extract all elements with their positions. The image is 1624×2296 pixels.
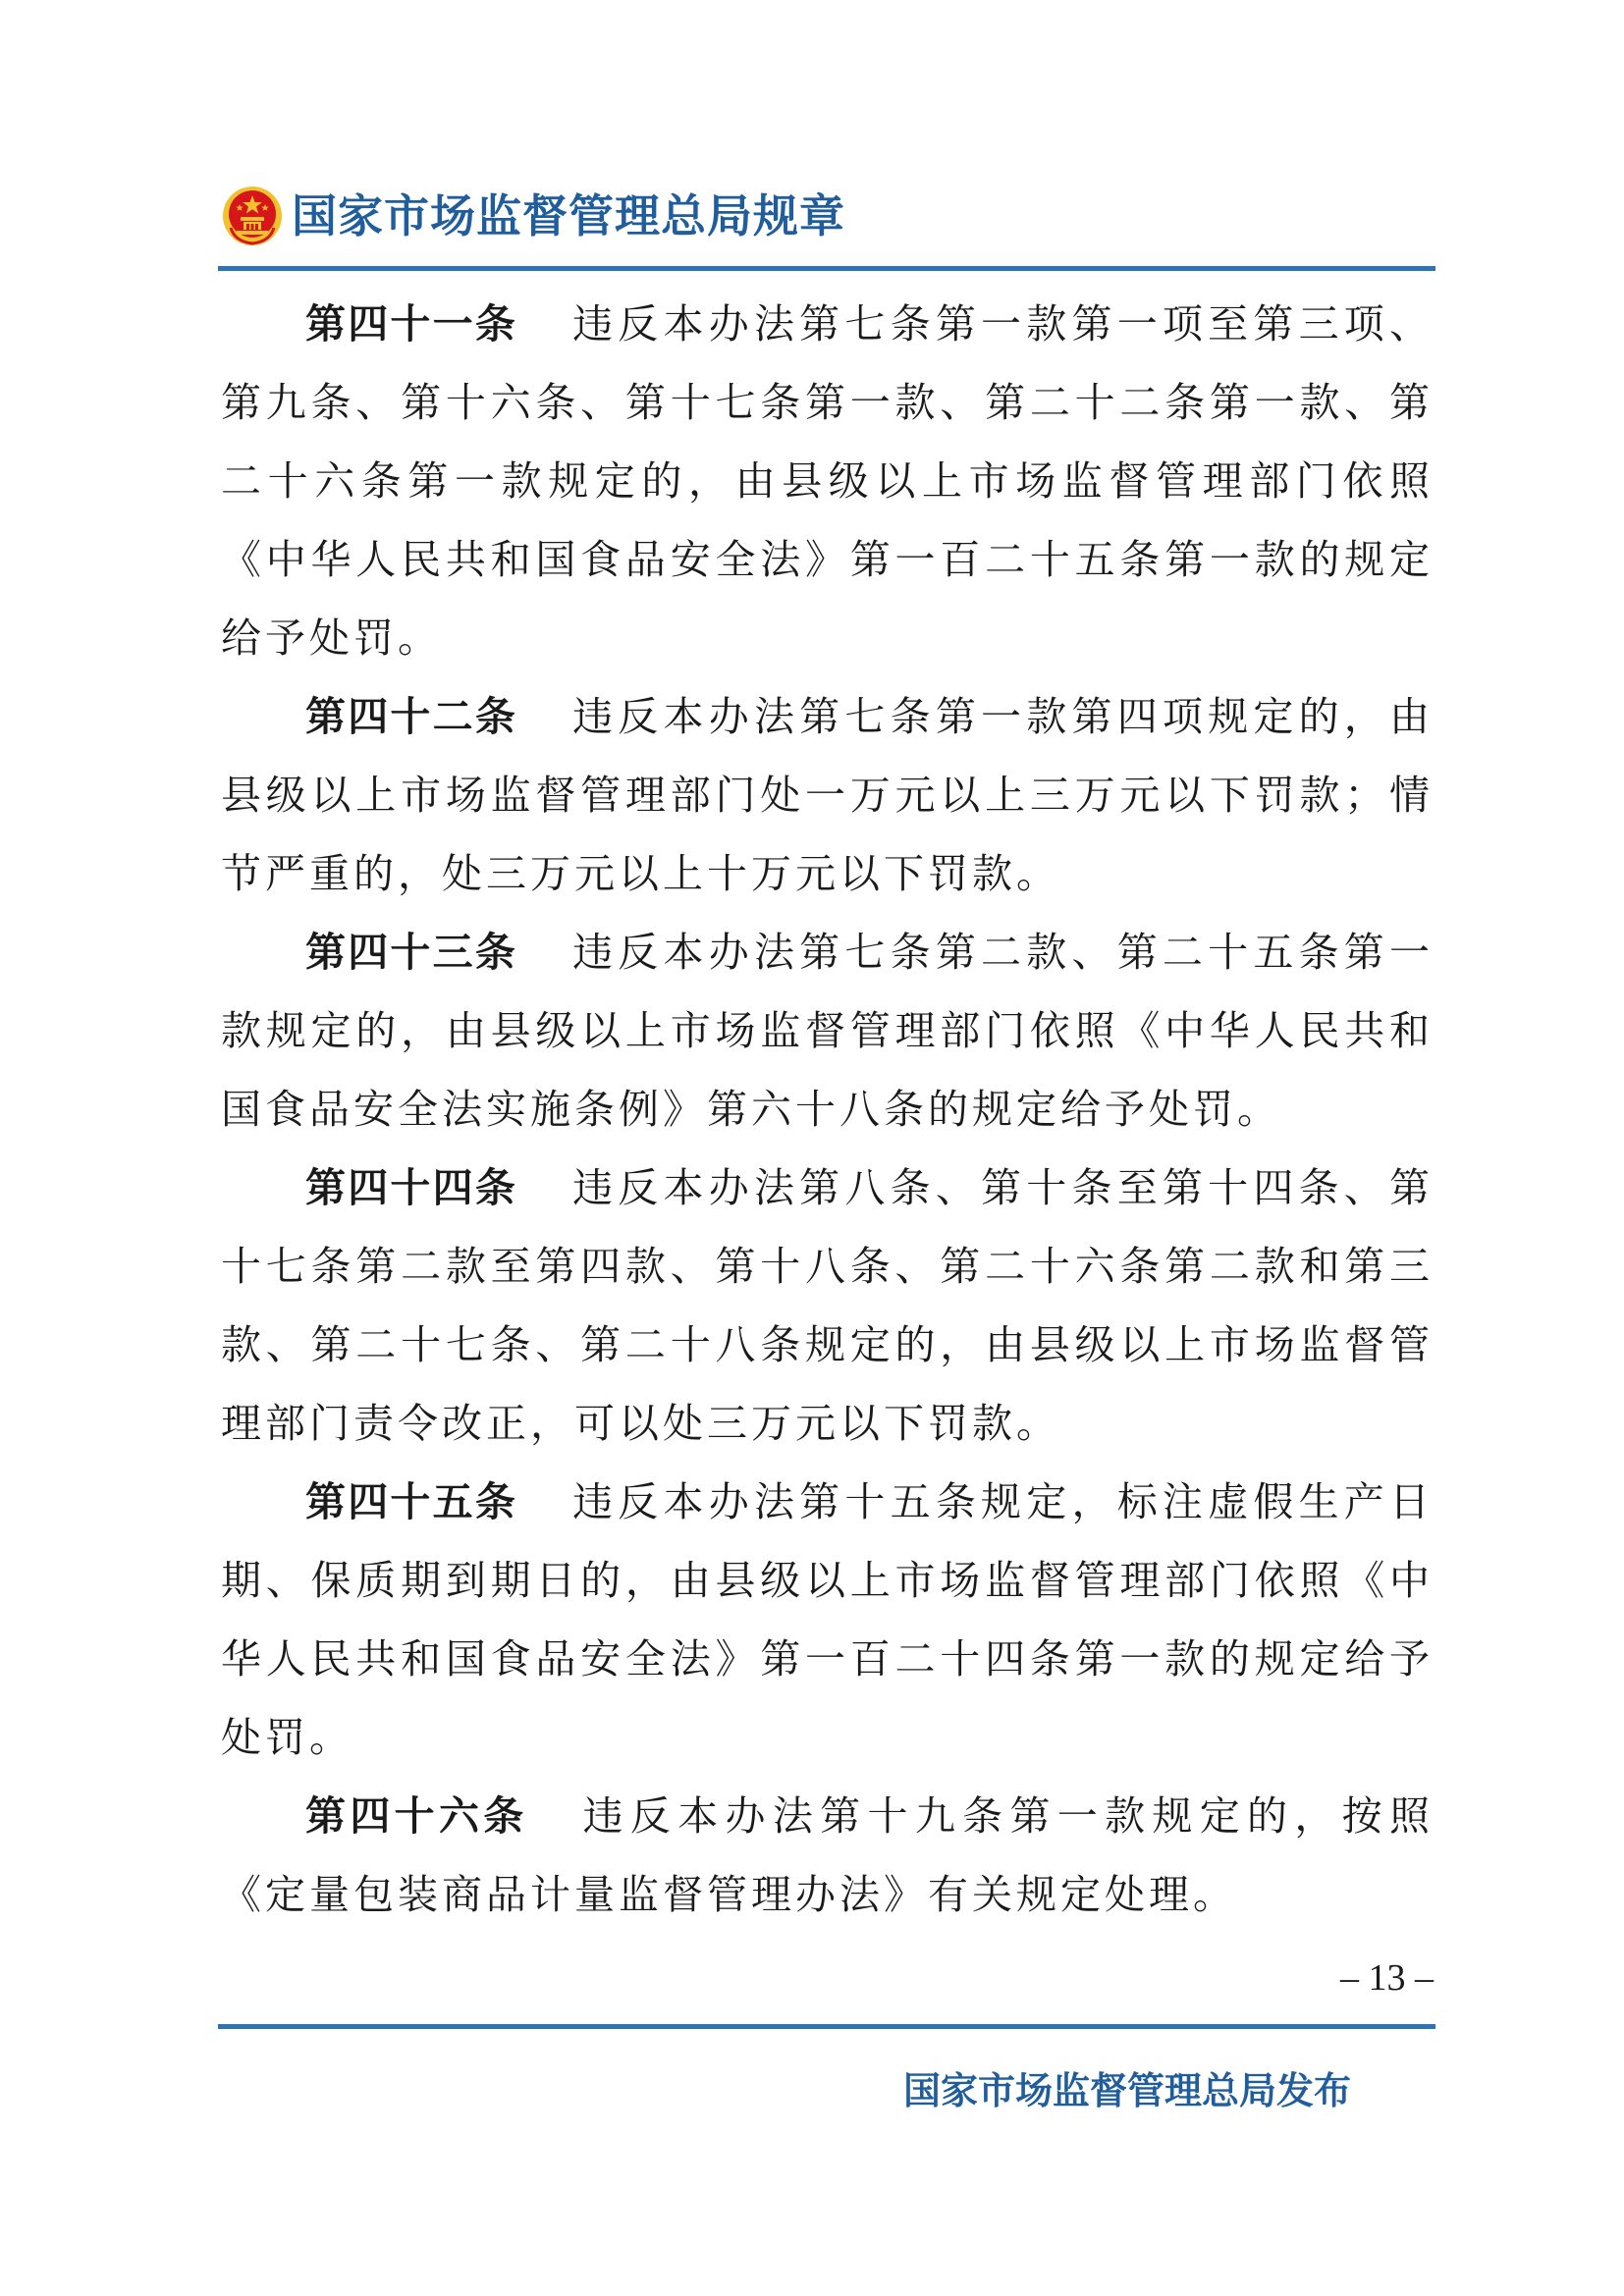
article-text: 违反本办法第七条第二款、第二十五条第一款规定的，由县级以上市场监督管理部门依照《中华人民共和国食品安全法实施条例》第六十八条的规定给予处罚。	[221, 929, 1435, 1133]
footer-divider	[218, 2024, 1435, 2029]
article-number: 第四十五条	[305, 1478, 518, 1525]
article-text: 违反本办法第七条第一款第一项至第三项、第九条、第十六条、第十七条第一款、第二十二条第一款、第二十六条第一款规定的，由县级以上市场监督管理部门依照《中华人民共和国食品安全法》第一百二十五条第一款的规定给予处罚。	[221, 300, 1435, 662]
article-number: 第四十六条	[305, 1792, 528, 1840]
article-text: 违反本办法第十九条第一款规定的，按照《定量包装商品计量监督管理办法》有关规定处理。	[221, 1792, 1435, 1918]
article-44	[221, 1148, 1434, 1463]
article-41	[221, 285, 1434, 677]
article-text: 违反本办法第八条、第十条至第十四条、第十七条第二款至第四款、第十八条、第二十六条第二款和第三款、第二十七条、第二十八条规定的，由县级以上市场监督管理部门责令改正，可以处三万元以下罚款。	[221, 1164, 1435, 1447]
article-text: 违反本办法第七条第一款第四项规定的，由县级以上市场监督管理部门处一万元以上三万元以下罚款；情节严重的，处三万元以上十万元以下罚款。	[221, 693, 1435, 897]
header-title: 国家市场监督管理总局规章	[292, 189, 845, 242]
article-number: 第四十三条	[305, 929, 518, 976]
article-number: 第四十二条	[305, 693, 518, 740]
article-45	[221, 1463, 1434, 1777]
article-number: 第四十四条	[305, 1164, 518, 1211]
article-text: 违反本办法第十五条规定，标注虚假生产日期、保质期到期日的，由县级以上市场监督管理部门依照《中华人民共和国食品安全法》第一百二十四条第一款的规定给予处罚。	[221, 1478, 1435, 1761]
article-list	[221, 285, 1434, 1934]
article-42	[221, 677, 1434, 913]
page-number: – 13 –	[1340, 1957, 1434, 1999]
header-divider	[218, 266, 1435, 271]
article-46	[221, 1777, 1434, 1934]
page-header	[221, 177, 1434, 265]
article-43	[221, 913, 1434, 1148]
national-emblem-icon	[221, 185, 284, 247]
footer-publisher: 国家市场监督管理总局发布	[903, 2069, 1352, 2112]
article-number: 第四十一条	[305, 300, 518, 347]
